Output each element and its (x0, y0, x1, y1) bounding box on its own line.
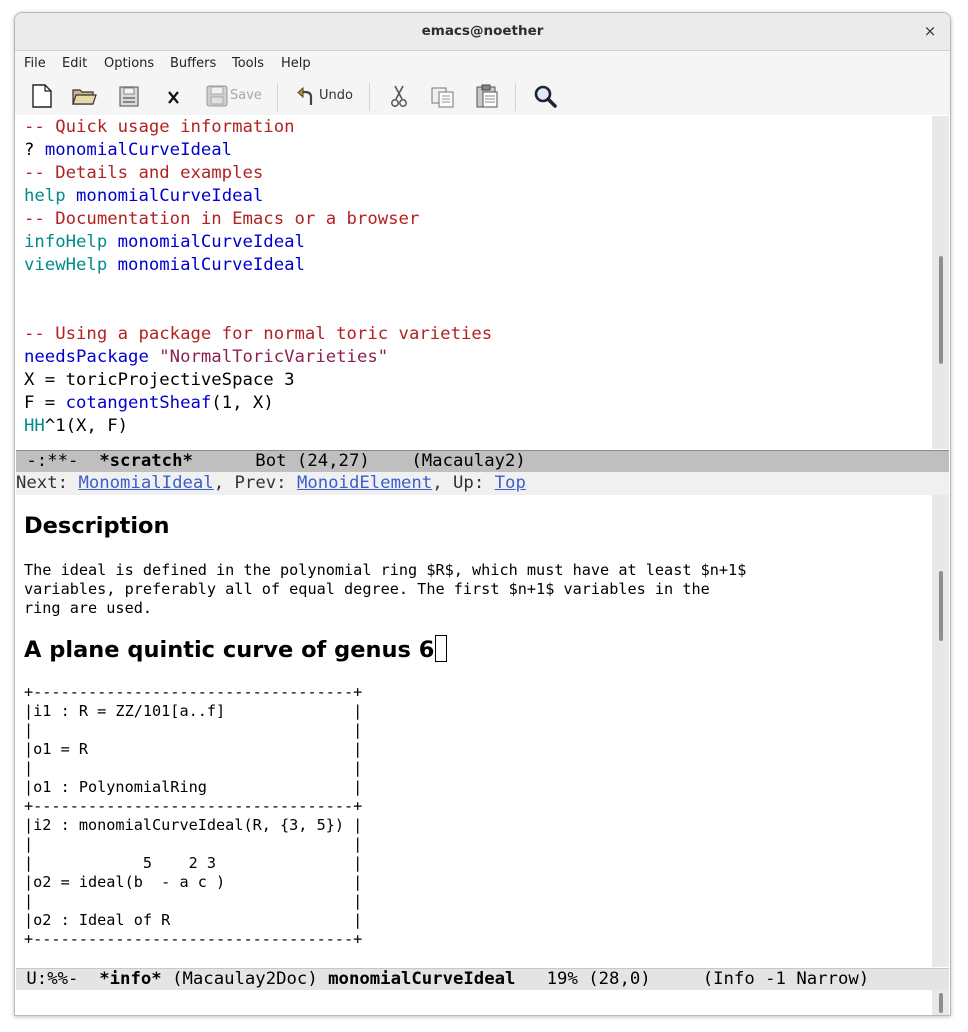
code-token: -- Details and examples (24, 163, 264, 183)
prev-link[interactable]: MonoidElement (296, 473, 433, 493)
code-line[interactable] (24, 162, 492, 185)
modeline-status: U:%%- (16, 969, 100, 989)
up-link[interactable]: Top (494, 473, 526, 493)
scratch-scrollbar[interactable] (932, 116, 949, 449)
scratch-modeline[interactable] (16, 450, 949, 473)
code-line[interactable] (24, 116, 492, 139)
info-scrollbar[interactable] (932, 495, 949, 967)
modeline-position: 19% (28,0) (Info -1 Narrow) (515, 969, 870, 989)
code-token: -- Quick usage information (24, 117, 295, 137)
code-token: ? (24, 140, 45, 160)
code-token: monomialCurveIdeal (44, 140, 233, 160)
code-token: monomialCurveIdeal (117, 232, 305, 252)
description-paragraph: The ideal is defined in the polynomial ring $R$, which must have at least $n+1$ variables, preferably all of equal degree. The first $n+1$ variables in the ring are used. (24, 561, 747, 617)
minibuffer-scrollbar[interactable] (932, 990, 949, 1015)
description-heading: Description (24, 513, 170, 539)
search-icon[interactable] (533, 83, 561, 109)
close-icon[interactable]: × (923, 22, 937, 40)
example-heading-text: A plane quintic curve of genus 6 (24, 637, 435, 663)
example-heading (24, 635, 447, 663)
modeline-mode: (Macaulay2Doc) (161, 969, 329, 989)
code-line[interactable] (24, 277, 492, 300)
code-token: HH (24, 416, 45, 436)
code-token: cotangentSheaf (65, 393, 212, 413)
code-token: X = toricProjectiveSpace 3 (24, 370, 295, 390)
info-scrollbar-thumb[interactable] (939, 571, 943, 641)
modeline-position: Bot (24,27) (Macaulay2) (192, 451, 526, 471)
code-token: F = (24, 393, 66, 413)
next-link[interactable]: MonomialIdeal (78, 473, 214, 493)
open-folder-icon[interactable] (71, 83, 99, 109)
toolbar-separator (277, 83, 278, 111)
emacs-window (14, 12, 951, 1016)
scratch-buffer[interactable] (16, 116, 934, 449)
minibuffer-scrollbar-thumb[interactable] (939, 993, 943, 1013)
modeline-status: -:**- (16, 451, 100, 471)
code-token: monomialCurveIdeal (76, 186, 264, 206)
close-x-icon[interactable] (162, 83, 190, 109)
code-token: needsPackage (24, 347, 160, 367)
code-token: infoHelp (24, 232, 118, 252)
code-line[interactable] (24, 415, 492, 438)
info-modeline[interactable] (16, 968, 949, 990)
menu-options[interactable]: Options (104, 56, 155, 71)
code-line[interactable] (24, 139, 492, 162)
undo-button-label[interactable]: Undo (319, 88, 353, 103)
save-file-icon[interactable] (117, 83, 145, 109)
toolbar-separator (369, 83, 370, 111)
info-buffer[interactable] (16, 495, 934, 967)
menu-file[interactable]: File (24, 56, 46, 71)
code-line[interactable] (24, 208, 492, 231)
code-token: viewHelp (24, 255, 118, 275)
example-code-box: +-----------------------------------+ |i1 : R = ZZ/101[a..f] | | | |o1 = R | | | |o1 : PolynomialRing | +-----------------------------------+ |i2 : monomialCurveIdeal(R, {3, 5}) | | | | 5 2 3 | |o2 = ideal(b - a c ) | | | |o2 : Ideal of R | +-----------------------------------+ (24, 683, 363, 948)
copy-icon[interactable] (430, 83, 458, 109)
scratch-code[interactable] (24, 116, 492, 438)
code-line[interactable] (24, 392, 492, 415)
menu-bar (15, 51, 950, 75)
code-line[interactable] (24, 185, 492, 208)
code-line[interactable] (24, 323, 492, 346)
code-token: (1, X) (211, 393, 274, 413)
next-label: Next: (16, 473, 79, 493)
menu-buffers[interactable]: Buffers (170, 56, 217, 71)
code-line[interactable] (24, 300, 492, 323)
cut-icon[interactable] (387, 83, 415, 109)
code-token: "NormalToricVarieties" (159, 347, 389, 367)
text-cursor (435, 635, 447, 662)
modeline-buffer-name: *scratch* (99, 451, 193, 471)
save-icon[interactable] (205, 83, 233, 109)
scratch-scrollbar-thumb[interactable] (939, 256, 943, 364)
new-file-icon[interactable] (30, 83, 58, 109)
paste-icon[interactable] (474, 83, 502, 109)
code-line[interactable] (24, 231, 492, 254)
toolbar (15, 75, 950, 115)
menu-help[interactable]: Help (281, 56, 311, 71)
code-token: -- Documentation in Emacs or a browser (24, 209, 420, 229)
code-line[interactable] (24, 369, 492, 392)
modeline-buffer-name: *info* (99, 969, 162, 989)
info-header-line (16, 472, 949, 495)
code-token: -- Using a package for normal toric varieties (24, 324, 493, 344)
menu-tools[interactable]: Tools (232, 56, 265, 71)
code-token: help (24, 186, 77, 206)
code-line[interactable] (24, 346, 492, 369)
up-label: , Up: (432, 473, 495, 493)
menu-edit[interactable]: Edit (62, 56, 88, 71)
prev-label: , Prev: (213, 473, 297, 493)
save-button-label[interactable]: Save (230, 88, 262, 103)
code-line[interactable] (24, 254, 492, 277)
window-title: emacs@noether (421, 23, 544, 39)
code-token: ^1(X, F) (44, 416, 129, 436)
modeline-node: monomialCurveIdeal (328, 969, 516, 989)
minibuffer[interactable] (16, 990, 934, 1015)
title-bar[interactable] (15, 13, 950, 51)
code-token: monomialCurveIdeal (117, 255, 305, 275)
toolbar-separator (515, 83, 516, 111)
